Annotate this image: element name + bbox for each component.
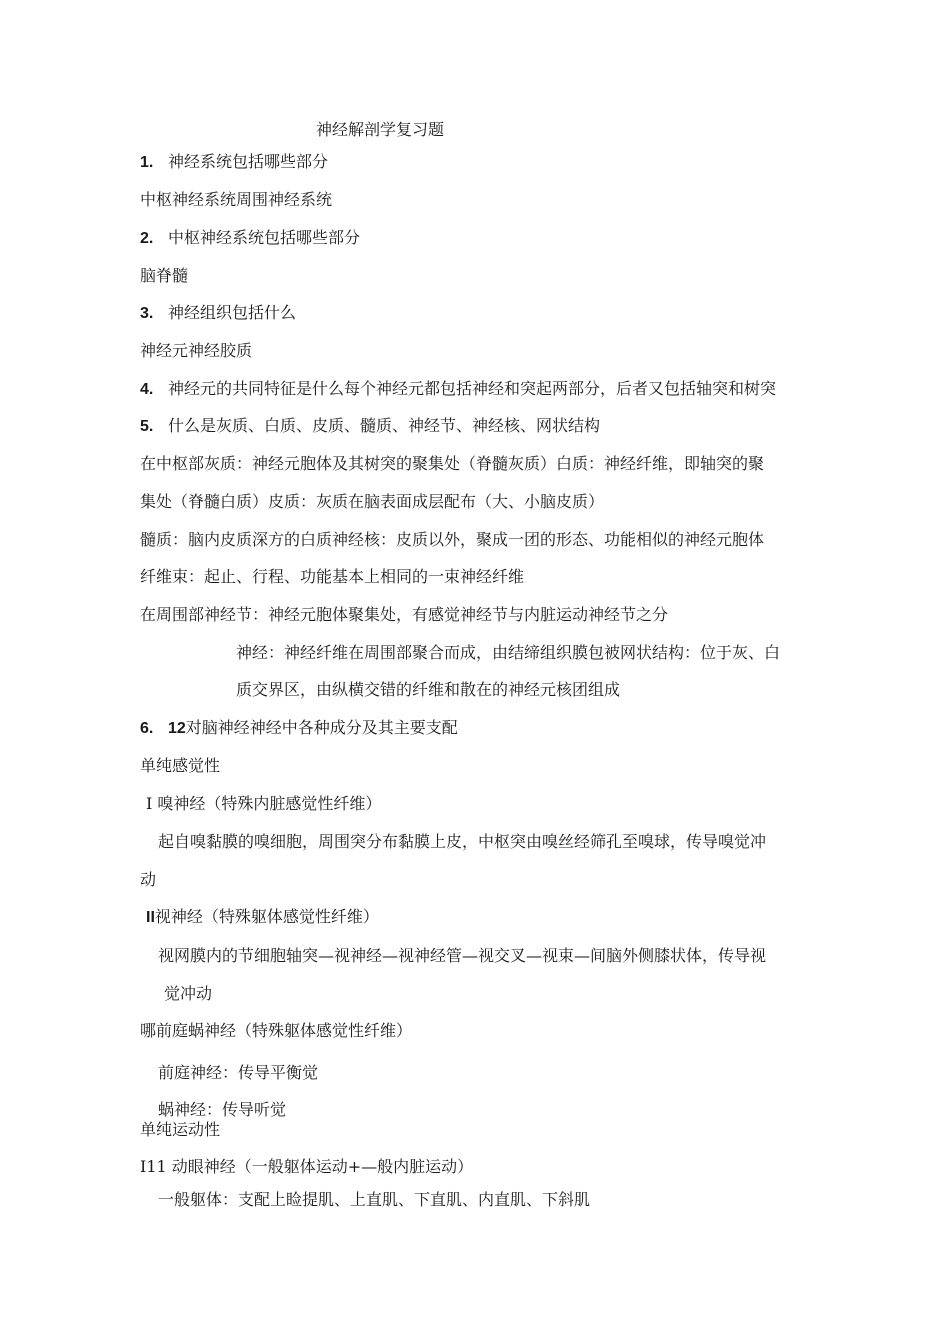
answer-5-line-5: 在周围部神经节：神经元胞体聚集处，有感觉神经节与内脏运动神经节之分 xyxy=(140,605,669,624)
answer-5-line-4: 纤维束：起止、行程、功能基本上相同的一束神经纤维 xyxy=(140,567,525,586)
nerve-2-line-1: 视网膜内的节细胞轴突—视神经—视神经管—视交叉—视束—间脑外侧膝状体，传导视 xyxy=(158,946,767,965)
question-number: 2. xyxy=(140,230,154,247)
question-lead-number: 12 xyxy=(168,720,186,737)
answer-3: 神经元神经胶质 xyxy=(140,341,253,360)
section-sensory: 单纯感觉性 xyxy=(140,756,221,775)
nerve-3-line-1: 一般躯体：支配上睑提肌、上直肌、下直肌、内直肌、下斜肌 xyxy=(158,1190,591,1209)
nerve-3-title: I11 动眼神经（一般躯体运动+—般内脏运动） xyxy=(140,1157,474,1176)
question-text: 什么是灰质、白质、皮质、髓质、神经节、神经核、网状结构 xyxy=(168,416,601,435)
question-1 xyxy=(140,151,328,174)
section-motor: 单纯运动性 xyxy=(140,1120,221,1139)
nerve-2-title-line xyxy=(146,906,379,929)
question-4 xyxy=(140,378,776,401)
page-title: 神经解剖学复习题 xyxy=(316,120,445,139)
question-text: 神经系统包括哪些部分 xyxy=(168,152,329,171)
nerve-2-line-2: 觉冲动 xyxy=(164,984,213,1003)
question-2 xyxy=(140,227,360,250)
question-text: 神经元的共同特征是什么每个神经元都包括神经和突起两部分，后者又包括轴突和树突 xyxy=(168,379,777,398)
nerve-8-line-2: 蜗神经：传导听觉 xyxy=(158,1100,287,1119)
nerve-2-numeral: II xyxy=(146,909,155,926)
question-number: 5. xyxy=(140,418,154,435)
nerve-1-line-2: 动 xyxy=(140,870,157,889)
question-number: 6. xyxy=(140,720,154,737)
answer-2: 脑脊髓 xyxy=(140,266,189,285)
answer-1: 中枢神经系统周围神经系统 xyxy=(140,190,333,209)
question-number: 3. xyxy=(140,305,154,322)
question-text: 神经组织包括什么 xyxy=(168,303,297,322)
nerve-1-line-1: 起自嗅黏膜的嗅细胞，周围突分布黏膜上皮，中枢突由嗅丝经筛孔至嗅球，传导嗅觉冲 xyxy=(158,832,767,851)
nerve-8-line-1: 前庭神经：传导平衡觉 xyxy=(158,1063,319,1082)
answer-5-line-3: 髓质：脑内皮质深方的白质神经核：皮质以外，聚成一团的形态、功能相似的神经元胞体 xyxy=(140,530,765,549)
question-6 xyxy=(140,717,458,740)
question-3 xyxy=(140,302,296,325)
answer-5-line-7: 质交界区，由纵横交错的纤维和散在的神经元核团组成 xyxy=(236,680,621,699)
answer-5-line-2: 集处（脊髓白质）皮质：灰质在脑表面成层配布（大、小脑皮质） xyxy=(140,492,605,511)
nerve-2-title: 视神经（特殊躯体感觉性纤维） xyxy=(154,907,379,926)
question-number: 1. xyxy=(140,154,154,171)
answer-5-line-1: 在中枢部灰质：神经元胞体及其树突的聚集处（脊髓灰质）白质：神经纤维，即轴突的聚 xyxy=(140,454,765,473)
question-text: 中枢神经系统包括哪些部分 xyxy=(168,228,361,247)
answer-5-line-6: 神经：神经纤维在周围部聚合而成，由结缔组织膜包被网状结构：位于灰、白 xyxy=(236,643,781,662)
question-number: 4. xyxy=(140,381,154,398)
question-text: 对脑神经神经中各种成分及其主要支配 xyxy=(185,718,458,737)
nerve-8-title: 哪前庭蜗神经（特殊躯体感觉性纤维） xyxy=(140,1021,413,1040)
question-5 xyxy=(140,415,600,438)
nerve-1-title: I 嗅神经（特殊内脏感觉性纤维） xyxy=(146,794,382,813)
